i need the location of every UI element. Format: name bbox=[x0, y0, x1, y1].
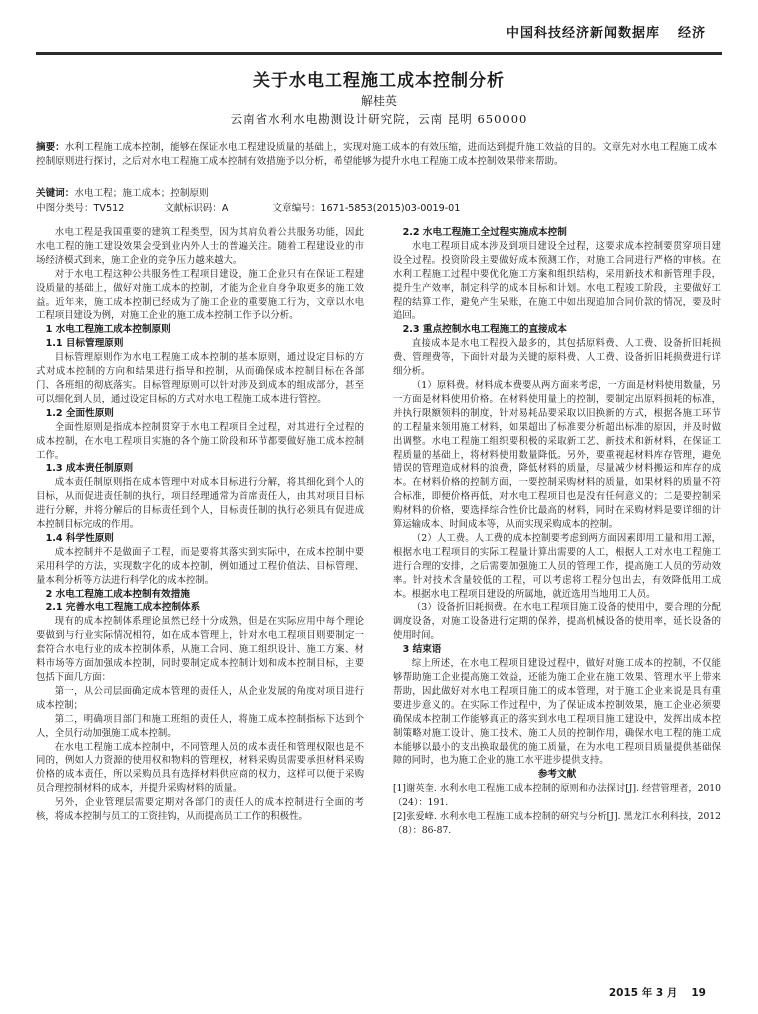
paragraph: 成本责任制原则指在成本管理中对成本目标进行分解，将其细化到个人的目标，从而促进责任制的执行，项目经理通常为首席责任人，由其对项目目标进行分解，并将分解后的目标责任到个人，目标责任制的执行必须具有促进成本控制目标完成的作用。 bbox=[36, 477, 364, 531]
paper-title: 关于水电工程施工成本控制分析 bbox=[253, 71, 505, 91]
clc-number: 中图分类号：TV512 bbox=[36, 203, 125, 214]
paragraph: 直接成本是水电工程投入最多的，其包括原料费、人工费、设备折旧耗损费、管理费等，下面针对最为关键的原料费、人工费、设备折旧耗损费进行详细分析。 bbox=[393, 338, 721, 378]
page-number: 19 bbox=[691, 987, 706, 999]
paragraph: 现有的成本控制体系理论虽然已经十分成熟，但是在实际应用中每个理论要做到与行业实际情况相符，如在成本管理上，针对水电工程项目则要制定一套符合水电行业的成本控制体系，从施工合同、施工组织设计、施工方案、材料市场等方面加强成本控制，同时要制定成本控制计划和成本控制目标，主要包括下面几方面： bbox=[36, 616, 364, 683]
paragraph: 第二，明确项目部门和施工班组的责任人，将施工成本控制指标下达到个人，全员行动加强施工成本控制。 bbox=[36, 713, 364, 739]
paragraph: 目标管理原则作为水电工程施工成本控制的基本原则，通过设定目标的方式对成本控制的方向和结果进行指导和控制，从而确保成本控制目标在各部门、各班组的彻底落实。目标管理原则可以针对涉及到成本的组成部分，甚至可以细化到人员，通过设定目标的方式对水电工程施工成本进行管控。 bbox=[36, 352, 364, 405]
paragraph: 在水电工程施工成本控制中，不同管理人员的成本责任和管理权限也是不同的，例如人力资源的使用权和物料的管理权，材料采购员需要承担材料采购价格的成本责任，所以采购员具有选择材料供应商的权力，这样可以便于采购员合理控制材料的成本，并提升采购材料的质量。 bbox=[36, 741, 364, 795]
subsection-heading: 2.3 重点控制水电工程施工的直接成本 bbox=[402, 324, 567, 336]
section-heading: 2 水电工程施工成本控制有效措施 bbox=[45, 588, 190, 600]
running-header bbox=[506, 22, 706, 41]
paragraph: （3）设备折旧耗损费。在水电工程项目施工设备的使用中，要合理的分配调度设备，对施工设备进行定期的保养，提高机械设备的使用率，延长设备的使用时间。 bbox=[393, 602, 721, 642]
journal-name: 中国科技经济新闻数据库 bbox=[505, 26, 660, 41]
paragraph: 成本控制并不是做面子工程，而是要将其落实到实际中，在成本控制中要采用科学的方法，实现数字化的成本控制，例如通过工程价值法、目标管理、量本利分析等方法进行科学化的成本控制。 bbox=[36, 546, 364, 586]
affiliation: 云南省水利水电勘测设计研究院，云南 昆明 650000 bbox=[230, 112, 528, 126]
paragraph: 综上所述，在水电工程项目建设过程中，做好对施工成本的控制，不仅能够帮助施工企业提高施工效益，还能为施工企业在施工效果、管理水平上带来帮助，因此做好对水电工程项目施工的成本管理，对于施工企业来说是具有重要进步意义的。在实际工作过程中，为了保证成本控制效果，施工企业必须要确保成本控制工作能够真正的落实到水电工程项目施工建设中，发挥出成本控制策略对施工设计、施工技术、施工人员的控制作用，确保水电工程的施工成本能够以最小的支出换取最优的施工质量，在为水电工程项目质量提供基础保障的同时，也为施工企业的施工水平进步提供支持。 bbox=[393, 658, 721, 767]
section-name: 经济 bbox=[677, 26, 706, 41]
section-heading: 3 结束语 bbox=[402, 644, 442, 656]
reference-item: [1]谢英奎. 水利水电工程施工成本控制的原则和办法探讨[J]. 经营管理者，2010（24）：191. bbox=[393, 783, 721, 809]
subsection-heading: 1.3 成本责任制原则 bbox=[45, 463, 134, 475]
page-footer bbox=[609, 985, 706, 1000]
subsection-heading: 2.2 水电工程施工全过程实施成本控制 bbox=[402, 227, 567, 238]
classification-line bbox=[36, 200, 722, 214]
reference-item: [2]张爱峰. 水利水电工程施工成本控制的研究与分析[J]. 黑龙江水利科技，2012（8）：86-87. bbox=[393, 811, 721, 836]
paragraph: 全面性原则是指成本控制贯穿于水电工程项目全过程，对其进行全过程的成本控制，在水电工程项目实施的各个施工阶段和环节都要做好施工成本控制工作。 bbox=[36, 421, 364, 461]
article-number: 文章编号：1671-5853(2015)03-0019-01 bbox=[272, 203, 461, 214]
document-code: 文献标识码：A bbox=[164, 203, 229, 214]
paragraph: 第一，从公司层面确定成本管理的责任人，从企业发展的角度对项目进行成本控制； bbox=[36, 685, 364, 711]
header-rule bbox=[36, 52, 722, 55]
right-column bbox=[393, 226, 721, 838]
section-heading: 1 水电工程施工成本控制原则 bbox=[45, 324, 171, 336]
abstract-label: 摘要： bbox=[36, 142, 65, 153]
abstract bbox=[36, 141, 722, 169]
paragraph: 水电工程是我国重要的建筑工程类型，因为其肩负着公共服务功能，因此水电工程的施工建设效果会受到业内外人士的普遍关注。随着工程建设业的市场经济模式到来，施工企业的竞争压力越来越大。 bbox=[36, 227, 364, 266]
references-heading: 参考文献 bbox=[537, 769, 577, 781]
keywords-text: 水电工程；施工成本；控制原则 bbox=[74, 188, 209, 199]
paragraph: 另外，企业管理层需要定期对各部门的责任人的成本控制进行全面的考核，将成本控制与员工的工资挂钩，从而提高员工工作的积极性。 bbox=[36, 797, 364, 823]
keywords bbox=[36, 185, 209, 199]
paragraph: （1）原料费。材料成本费要从两方面来考虑，一方面是材料使用数量，另一方面是材料使用价格。在材料使用量上的控制，要制定出原料损耗的标准，并执行限额领料的制度，针对易耗品要采取以旧换新的方式，根据各施工环节的工程量来领用施工材料，如果超出了标准要分析超出标准的原因，并及时做出调整。水电工程施工组织要积极的采取新工艺、新技术和新材料，在保证工程质量的基础上，将材料使用数量降低。另外，要重视起材料库存管理，避免错误的管理造成材料的浪费，降低材料的质量，尽量减少材料搬运和库存的成本。在材料价格的控制方面，一要控制采购材料的质量，如果材料的质量不符合标准，即便价格再低，对水电工程项目也是没有任何意义的；二是要控制采购材料的价格，要选择综合性价比最高的材料，同时在采购材料是要详细的计算运输成本、时间成本等，从而实现采购成本的控制。 bbox=[393, 379, 721, 531]
paragraph: 水电工程项目成本涉及到项目建设全过程，这要求成本控制要贯穿项目建设全过程。投资阶段主要做好成本预测工作，对施工合同进行严格的审核。在水利工程施工过程中要优化施工方案和组织结构，采用新技术和新管理手段，提升生产效率，制定科学的成本目标和计划。水电工程竣工阶段，主要做好工程的结算工作，避免产生呆账，在施工中如出现追加合同价款的情况，要及时追回。 bbox=[393, 240, 721, 322]
author: 解桂英 bbox=[360, 94, 397, 108]
abstract-text: 水利工程施工成本控制，能够在保证水电工程建设质量的基础上，实现对施工成本的有效压缩，进而达到提升施工效益的目的。文章先对水电工程施工成本控制原则进行探讨，之后对水电工程施工成本控制有效措施予以分析，希望能够为提升水电工程施工成本控制效果带来帮助。 bbox=[36, 142, 718, 167]
issue-date: 2015 年 3 月 bbox=[608, 987, 678, 999]
left-column bbox=[36, 226, 364, 824]
subsection-heading: 1.2 全面性原则 bbox=[45, 407, 114, 419]
subsection-heading: 1.1 目标管理原则 bbox=[45, 338, 124, 350]
keywords-label: 关键词： bbox=[36, 188, 75, 199]
paragraph: 对于水电工程这种公共服务性工程项目建设，施工企业只有在保证工程建设质量的基础上，做好对施工成本的控制，才能为企业自身争取更多的施工效益。近年来，施工成本控制已经成为了施工企业的重要施工行为，文章以水电工程项目建设为例，对施工企业的施工成本控制工作予以分析。 bbox=[36, 268, 364, 322]
subsection-heading: 2.1 完善水电工程施工成本控制体系 bbox=[45, 602, 201, 614]
paragraph: （2）人工费。人工费的成本控制要考虑到两方面因素即用工量和用工源，根据水电工程项目的实际工程量计算出需要的人工，根据人工对水电工程施工进行合理的安排，之后需要加强施工人员的管理工作，提高施工人员的劳动效率。针对技术含量较低的工程，可以考虑将工程分包出去，有效降低用工成本。根据水电工程项目建设的所属地，就近选用当地用工人员。 bbox=[393, 532, 721, 600]
subsection-heading: 1.4 科学性原则 bbox=[45, 532, 114, 544]
